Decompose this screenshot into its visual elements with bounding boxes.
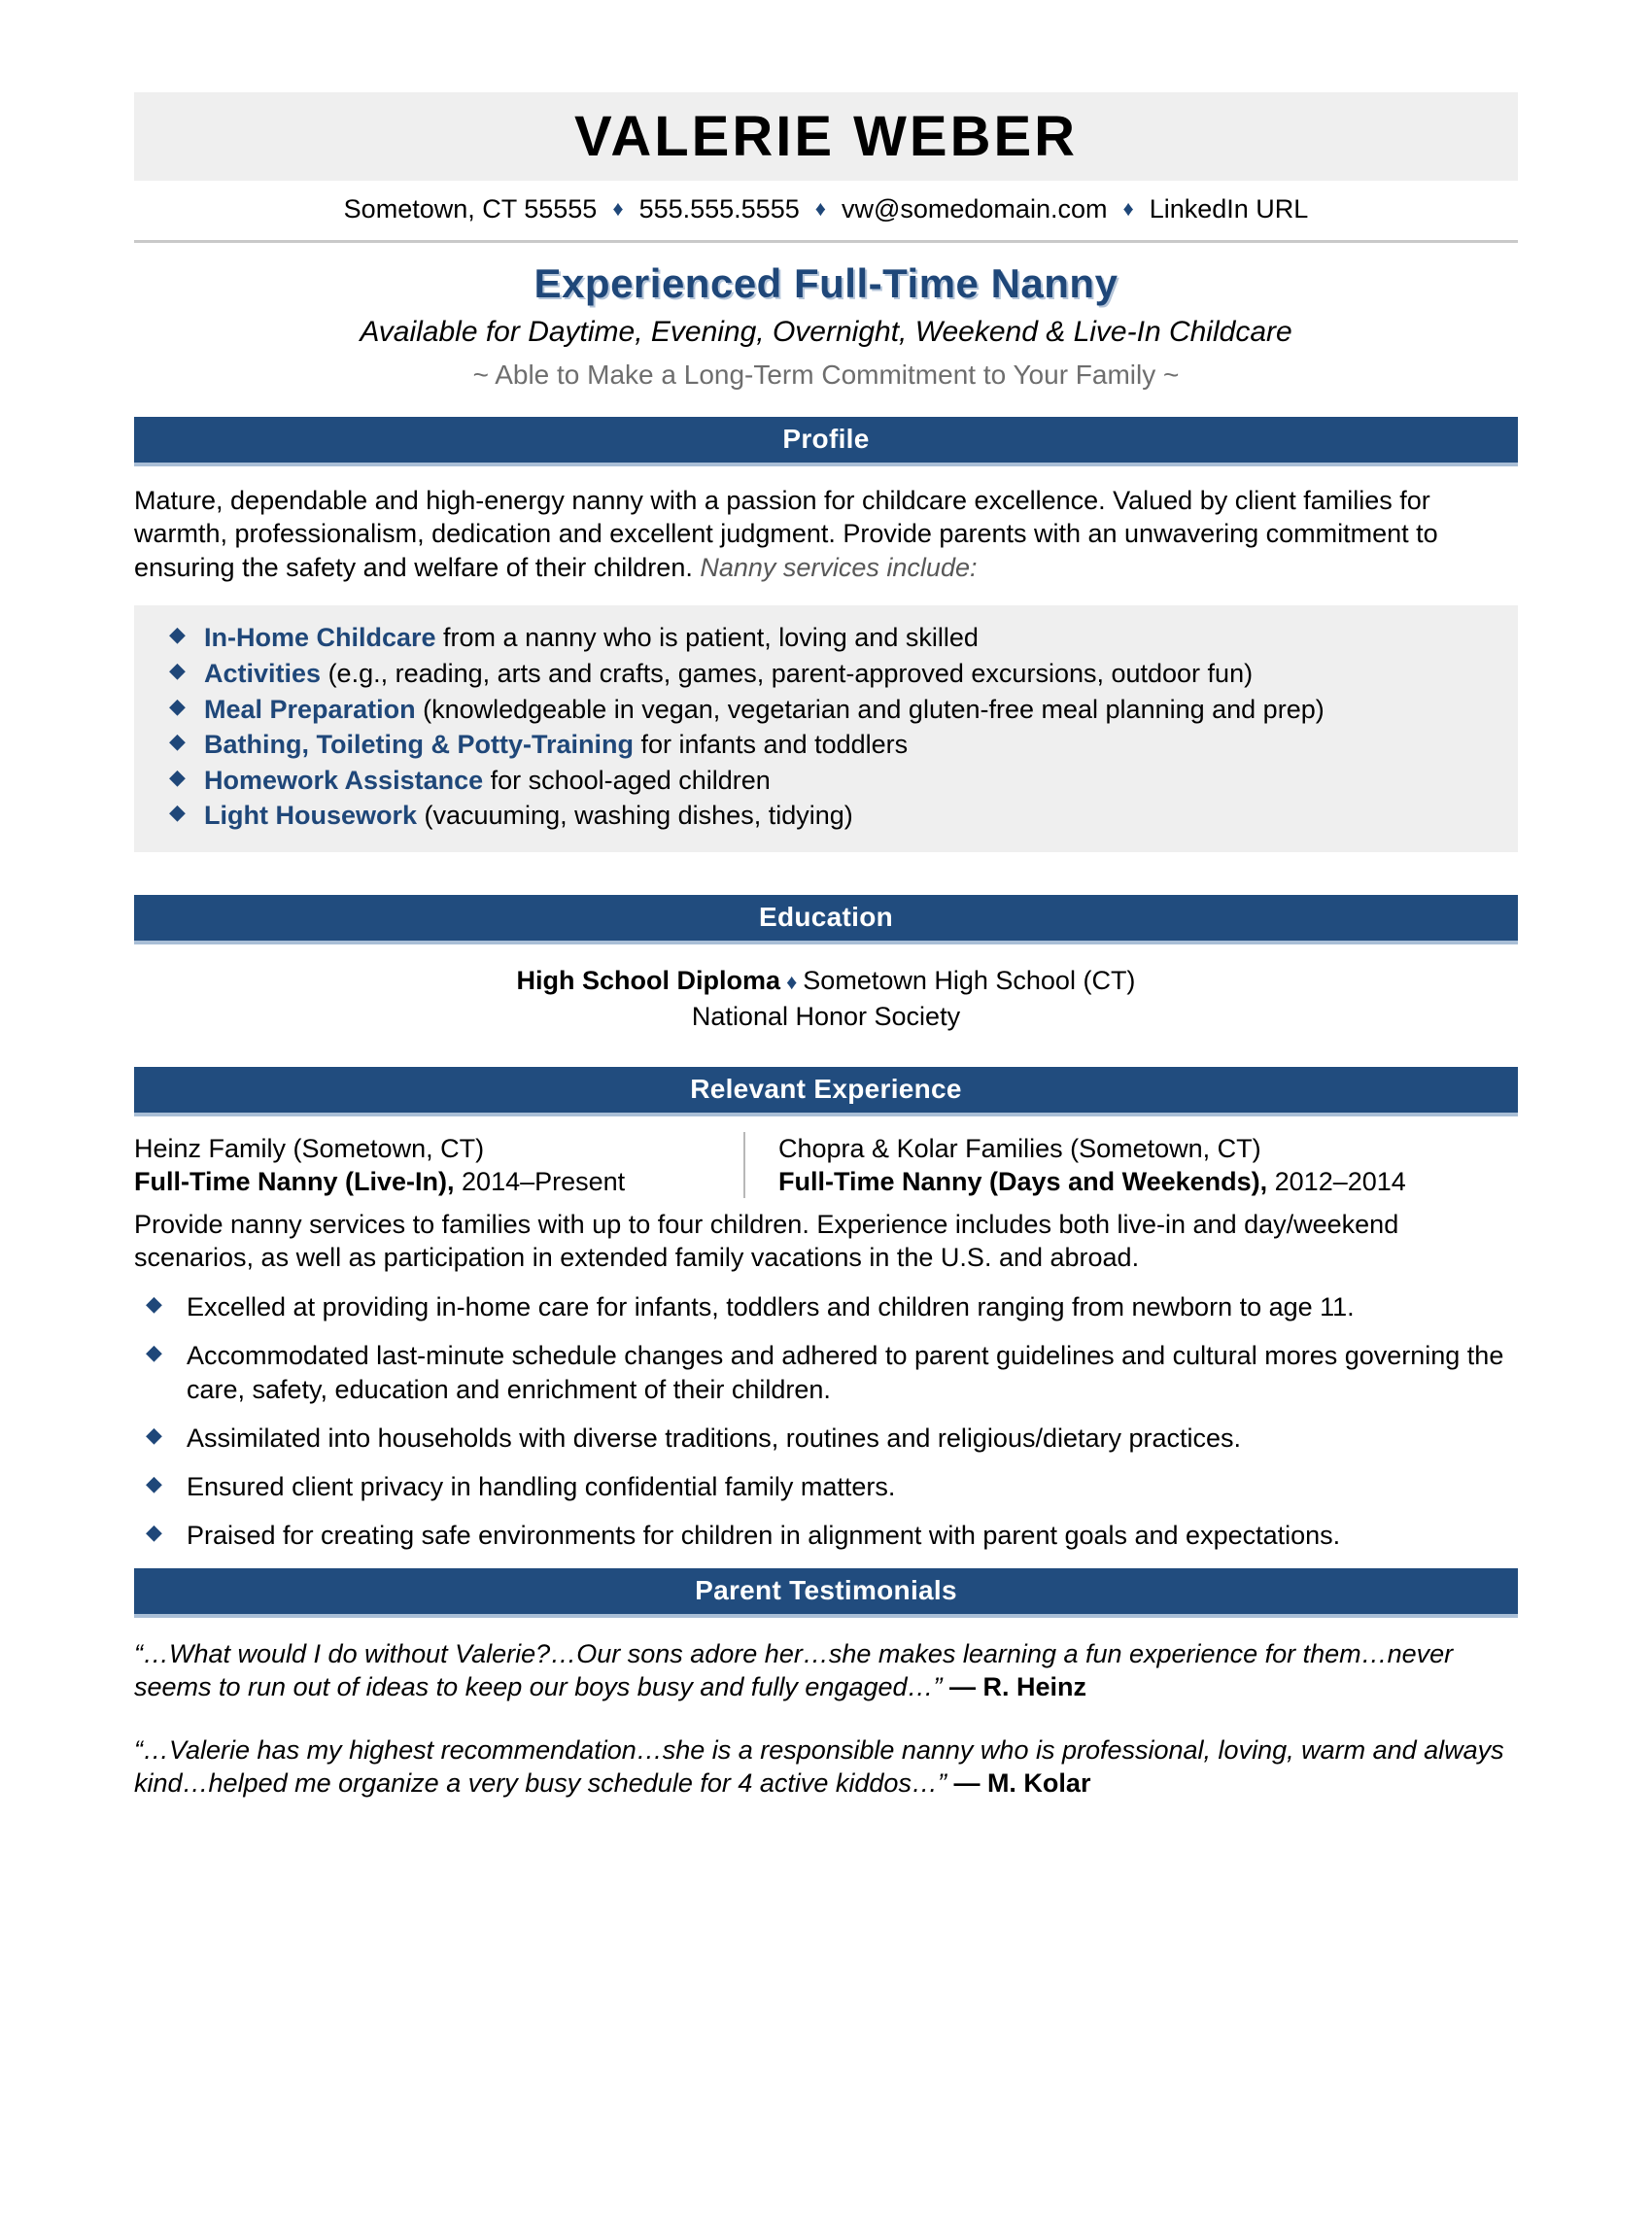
section-header-profile: Profile: [134, 417, 1518, 466]
spacer: [134, 852, 1518, 895]
diamond-bullet-icon: ◆: [146, 1291, 162, 1317]
section-header-testimonials: Parent Testimonials: [134, 1568, 1518, 1618]
diamond-bullet-icon: ◆: [169, 622, 186, 647]
service-rest: (vacuuming, washing dishes, tidying): [417, 801, 853, 831]
list-item: [157, 621, 1495, 655]
experience-bullet-text: Excelled at providing in-home care for infants, toddlers and children ranging from newborn to age 11.: [187, 1292, 1355, 1322]
job-title: Full-Time Nanny (Live-In),: [134, 1166, 455, 1196]
services-list: [157, 621, 1495, 832]
name-band: [134, 92, 1518, 181]
service-lead: Bathing, Toileting & Potty-Training: [204, 730, 634, 760]
diamond-bullet-icon: ◆: [146, 1471, 162, 1496]
section-header-experience: Relevant Experience: [134, 1067, 1518, 1116]
list-item: [134, 1519, 1518, 1552]
list-item: [157, 764, 1495, 798]
testimonial-quote-text: “…Valerie has my highest recommendation…she is a responsible nanny who is professional, loving, warm and always kind…helped me organize a very busy schedule for 4 active kiddos…”: [134, 1734, 1504, 1799]
list-item: [134, 1339, 1518, 1406]
diamond-separator-icon: ♦: [786, 969, 798, 994]
diamond-bullet-icon: ◆: [169, 764, 186, 789]
service-rest: (e.g., reading, arts and crafts, games, parent-approved excursions, outdoor fun): [321, 658, 1254, 688]
testimonial-attribution: — M. Kolar: [953, 1768, 1091, 1799]
experience-bullets: [134, 1275, 1518, 1553]
page-title: VALERIE WEBER: [573, 105, 1079, 168]
job-entry-left: [134, 1132, 743, 1198]
diamond-bullet-icon: ◆: [169, 800, 186, 825]
list-item: [157, 728, 1495, 762]
service-rest: for school-aged children: [483, 765, 771, 795]
diamond-bullet-icon: ◆: [146, 1422, 162, 1447]
job-dates: 2014–Present: [454, 1166, 626, 1196]
diamond-bullet-icon: ◆: [169, 693, 186, 718]
service-lead: In-Home Childcare: [204, 623, 436, 653]
diamond-bullet-icon: ◆: [169, 657, 186, 682]
diamond-separator-icon: ♦: [814, 195, 826, 221]
profile-paragraph-italic: Nanny services include:: [700, 552, 978, 582]
headline-title: Experienced Full-Time Nanny: [533, 259, 1119, 306]
education-degree-line: [134, 964, 1518, 998]
list-item: [134, 1470, 1518, 1503]
service-rest: for infants and toddlers: [633, 730, 909, 760]
services-panel: [134, 605, 1518, 851]
experience-bullet-text: Assimilated into households with diverse traditions, routines and religious/dietary practices.: [187, 1423, 1242, 1453]
headline-tagline: ~ Able to Make a Long-Term Commitment to Your Family ~: [472, 360, 1180, 391]
education-school: Sometown High School (CT): [803, 965, 1136, 995]
testimonial-first: [134, 1618, 1518, 1704]
education-block: [134, 944, 1518, 1034]
spacer: [134, 392, 1518, 417]
list-item: [157, 693, 1495, 727]
education-honor: National Honor Society: [691, 1001, 961, 1031]
job-dates: 2012–2014: [1267, 1166, 1406, 1196]
experience-bullet-text: Praised for creating safe environments for children in alignment with parent goals and expectations.: [187, 1521, 1341, 1551]
job-entry-right: [743, 1132, 1518, 1198]
resume-page: [0, 92, 1652, 2230]
list-item: [157, 657, 1495, 691]
diamond-bullet-icon: ◆: [169, 729, 186, 754]
contact-line: [134, 181, 1518, 240]
testimonial-second: [134, 1704, 1518, 1801]
list-item: [134, 1290, 1518, 1323]
experience-bullet-text: Ensured client privacy in handling confidential family matters.: [187, 1472, 896, 1502]
job-organization: Heinz Family (Sometown, CT): [134, 1133, 485, 1163]
contact-location: Sometown, CT 55555: [343, 193, 598, 223]
experience-bullet-text: Accommodated last-minute schedule changes and adhered to parent guidelines and cultural mores governing the care, safety, education and enrichment of their children.: [187, 1341, 1504, 1404]
list-item: [157, 799, 1495, 833]
profile-paragraph: [134, 466, 1518, 585]
job-title: Full-Time Nanny (Days and Weekends),: [778, 1166, 1268, 1196]
service-rest: from a nanny who is patient, loving and skilled: [435, 623, 979, 653]
headline-block: [134, 243, 1518, 392]
headline-subtitle: Available for Daytime, Evening, Overnight, Weekend & Live-In Childcare: [360, 316, 1292, 349]
section-header-education: Education: [134, 895, 1518, 944]
diamond-separator-icon: ♦: [1122, 195, 1134, 221]
contact-email[interactable]: vw@somedomain.com: [841, 193, 1108, 223]
service-lead: Meal Preparation: [204, 694, 416, 724]
service-lead: Activities: [204, 658, 322, 688]
service-lead: Light Housework: [204, 801, 418, 831]
jobs-row: [134, 1116, 1518, 1198]
experience-summary: Provide nanny services to families with up to four children. Experience includes both live-in and day/weekend scenarios, as well as participation in extended family vacations in the U.S. and abroad.: [134, 1209, 1399, 1273]
spacer: [134, 1034, 1518, 1067]
diamond-bullet-icon: ◆: [146, 1520, 162, 1545]
service-lead: Homework Assistance: [204, 765, 484, 795]
profile-paragraph-plain: Mature, dependable and high-energy nanny with a passion for childcare excellence. Valued by client families for warmth, professionalism, dedication and excellent judgment. Provide parents with an unwavering commitment to ensuring the safety and welfare of their children.: [134, 485, 1438, 582]
contact-phone[interactable]: 555.555.5555: [638, 193, 800, 223]
testimonial-attribution: — R. Heinz: [949, 1672, 1087, 1702]
list-item: [134, 1422, 1518, 1455]
testimonial-quote-text: “…What would I do without Valerie?…Our sons adore her…she makes learning a fun experience for them…never seems to run out of ideas to keep our boys busy and fully engaged…”: [134, 1638, 1454, 1702]
job-organization: Chopra & Kolar Families (Sometown, CT): [778, 1133, 1261, 1163]
diamond-separator-icon: ♦: [612, 195, 624, 221]
education-degree: High School Diploma: [516, 965, 781, 995]
service-rest: (knowledgeable in vegan, vegetarian and gluten-free meal planning and prep): [415, 694, 1325, 724]
diamond-bullet-icon: ◆: [146, 1340, 162, 1365]
contact-linkedin[interactable]: LinkedIn URL: [1149, 193, 1309, 223]
